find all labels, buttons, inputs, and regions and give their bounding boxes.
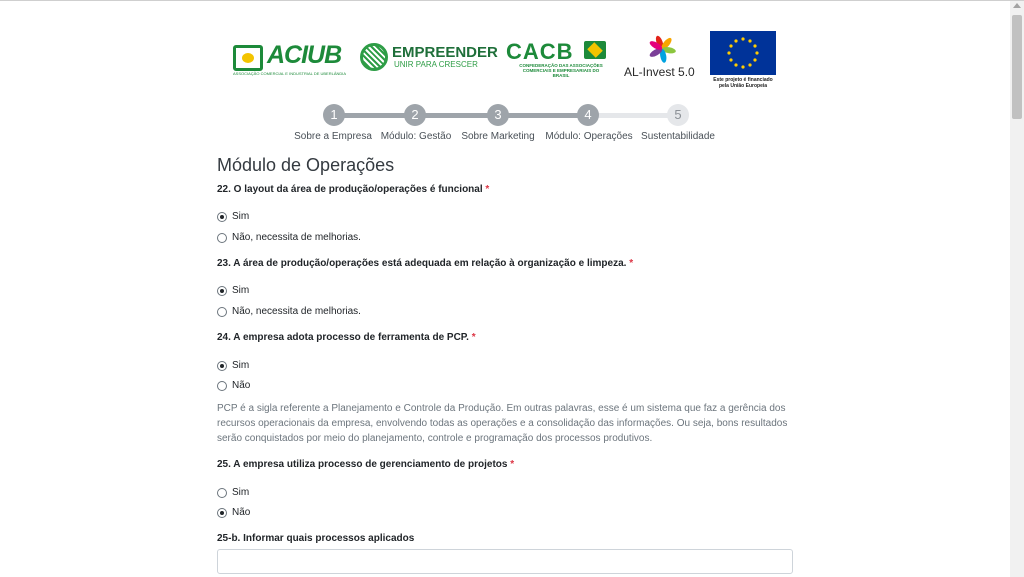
question-22-label (217, 184, 489, 195)
step-5-circle[interactable]: 5 (667, 104, 689, 126)
eu-logo-subtitle: Este projeto é financiado pela União Europeia (713, 77, 773, 89)
radio-button[interactable] (217, 307, 227, 317)
step-2-circle[interactable]: 2 (404, 104, 426, 126)
vertical-scrollbar[interactable] (1010, 1, 1024, 577)
question-22-option-sim[interactable] (217, 211, 249, 222)
question-24-option-nao[interactable] (217, 380, 250, 391)
aciub-mark-icon (233, 45, 263, 71)
question-24-option-sim[interactable] (217, 360, 249, 371)
option-label: Não (232, 380, 251, 391)
empreender-logo (360, 41, 498, 77)
eu-flag-icon (710, 31, 776, 75)
step-3-circle[interactable]: 3 (487, 104, 509, 126)
empreender-logo-text: EMPREENDER (392, 44, 498, 61)
question-23-option-sim[interactable] (217, 285, 249, 296)
processes-applied-input[interactable] (217, 549, 793, 574)
question-24-text: 24. A empresa adota processo de ferramenta de PCP. (217, 332, 469, 343)
radio-button[interactable] (217, 488, 227, 498)
step-1-label[interactable]: Sobre a Empresa (294, 131, 372, 142)
radio-button[interactable] (217, 361, 227, 371)
scrollbar-thumb[interactable] (1012, 15, 1022, 119)
radio-button[interactable] (217, 286, 227, 296)
aciub-logo-text: ACIUB (267, 41, 342, 69)
step-3-label[interactable]: Sobre Marketing (461, 131, 535, 142)
step-2-label[interactable]: Módulo: Gestão (380, 131, 452, 142)
empreender-logo-subtitle: UNIR PARA CRESCER (394, 60, 478, 69)
cacb-logo-text: CACB (506, 39, 574, 64)
option-label: Não, necessita de melhorias. (232, 232, 361, 243)
pcp-help-text: PCP é a sigla referente a Planejamento e Controle da Produção. Em outras palavras, esse é um sistema que faz a gerência dos recursos operacionais da empresa, envolvendo todas as operações e a consolidação das informações. Ou seja, bons resultados serão conquistados por meio do planejamento, controle e programação dos processos produtivos. (217, 403, 788, 444)
alinvest-logo (624, 35, 706, 83)
partner-logos (228, 31, 788, 93)
radio-button[interactable] (217, 233, 227, 243)
alinvest-logo-text: AL-Invest 5.0 (624, 65, 695, 79)
question-23-option-nao[interactable] (217, 306, 361, 317)
option-label: Não, necessita de melhorias. (232, 306, 361, 317)
stepper-track-complete (334, 113, 590, 118)
radio-button[interactable] (217, 381, 227, 391)
cacb-mark-icon (584, 41, 606, 59)
radio-button[interactable] (217, 212, 227, 222)
empreender-mark-icon (360, 43, 388, 71)
option-label: Não (232, 507, 251, 518)
required-marker: * (485, 184, 490, 195)
question-22-text: 22. O layout da área de produção/operações é funcional (217, 184, 483, 195)
required-marker: * (510, 459, 515, 470)
option-label: Sim (232, 211, 250, 222)
required-marker: * (629, 258, 634, 269)
question-25-text: 25. A empresa utiliza processo de gerenciamento de projetos (217, 459, 508, 470)
question-23-text: 23. A área de produção/operações está adequada em relação à organização e limpeza. (217, 258, 627, 269)
cacb-logo-subtitle: CONFEDERAÇÃO DAS ASSOCIAÇÕES COMERCIAIS E EMPRESARIAIS DO BRASIL (519, 63, 603, 78)
step-4-circle[interactable]: 4 (577, 104, 599, 126)
question-23-label (217, 258, 633, 269)
radio-button[interactable] (217, 508, 227, 518)
question-25-option-nao[interactable] (217, 507, 250, 518)
scroll-up-arrow-icon[interactable] (1013, 3, 1021, 8)
question-25b-label: 25-b. Informar quais processos aplicados (217, 533, 415, 544)
option-label: Sim (232, 285, 250, 296)
question-22-option-nao[interactable] (217, 232, 361, 243)
aciub-logo-subtitle: ASSOCIAÇÃO COMERCIAL E INDUSTRIAL DE UBERLÂNDIA (233, 71, 347, 76)
step-4-label[interactable]: Módulo: Operações (545, 131, 633, 142)
question-25-option-sim[interactable] (217, 487, 249, 498)
question-24-label (217, 332, 476, 343)
option-label: Sim (232, 487, 250, 498)
cacb-logo (506, 39, 612, 79)
progress-stepper (290, 102, 730, 146)
option-label: Sim (232, 360, 250, 371)
eu-logo (710, 31, 778, 93)
alinvest-star-icon (646, 35, 678, 63)
required-marker: * (471, 332, 476, 343)
aciub-logo (233, 41, 351, 81)
step-1-circle[interactable]: 1 (323, 104, 345, 126)
stepper-track-remaining (590, 113, 678, 118)
step-5-label[interactable]: Sustentabilidade (641, 131, 715, 142)
section-title: Módulo de Operações (217, 155, 395, 175)
question-25-label (217, 459, 514, 470)
